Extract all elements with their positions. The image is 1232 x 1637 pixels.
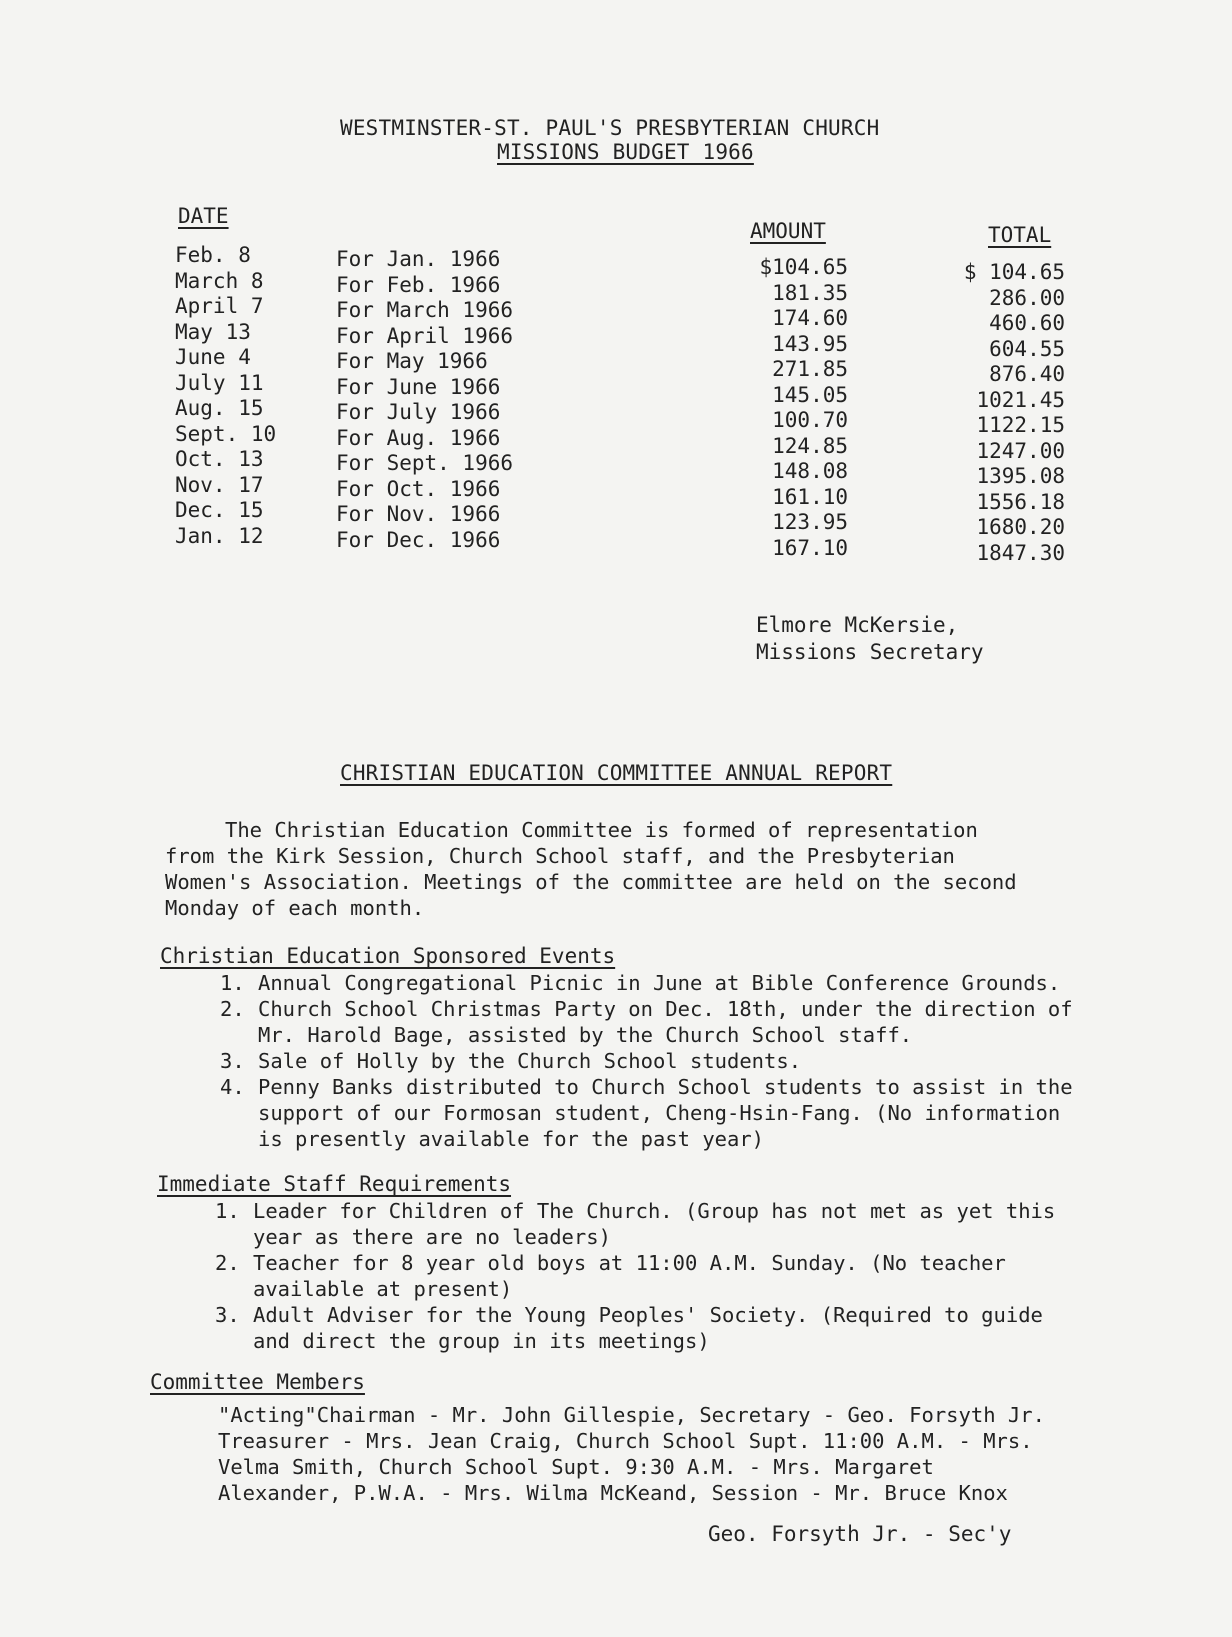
period-cell: For April 1966 <box>336 323 514 348</box>
date-cell: July 11 <box>175 370 264 395</box>
date-column <box>175 243 276 549</box>
list-item: 2. Teacher for 8 year old boys at 11:00 A.M. Sunday. (No teacher available at present) <box>215 1251 1006 1301</box>
date-cell: March 8 <box>175 268 264 293</box>
list-item: 3. Adult Adviser for the Young Peoples' Society. (Required to guide and direct the group in its meetings) <box>215 1303 1043 1353</box>
period-cell: For Oct. 1966 <box>336 476 501 501</box>
amount-cell: $104.65 <box>759 255 848 279</box>
list-item: 3. Sale of Holly by the Church School students. <box>220 1049 802 1073</box>
list-item: 1. Annual Congregational Picnic in June at Bible Conference Grounds. <box>220 971 1061 995</box>
staff-heading: Immediate Staff Requirements <box>157 1172 512 1196</box>
period-cell: For May 1966 <box>336 349 488 373</box>
list-item: 4. Penny Banks distributed to Church School students to assist in the support of our Formosan student, Cheng-Hsin-Fang. (No information is presently available for the past year) <box>220 1075 1073 1151</box>
date-cell: Oct. 13 <box>175 447 264 471</box>
amount-column-header: AMOUNT <box>750 219 826 243</box>
missions-signature <box>756 612 984 666</box>
staff-list <box>215 1198 1075 1354</box>
budget-title: MISSIONS BUDGET 1966 <box>497 140 754 164</box>
list-item: 1. Leader for Children of The Church. (Group has not met as yet this year as there are no leaders) <box>215 1199 1056 1249</box>
events-list <box>220 970 1080 1152</box>
total-cell: 286.00 <box>989 285 1065 310</box>
members-heading: Committee Members <box>150 1370 365 1394</box>
total-cell: $ 104.65 <box>963 260 1065 284</box>
total-cell: 1395.08 <box>976 464 1065 488</box>
period-cell: For Aug. 1966 <box>336 425 501 450</box>
church-title: WESTMINSTER-ST. PAUL'S PRESBYTERIAN CHURCH <box>340 116 880 140</box>
period-cell: For Jan. 1966 <box>336 247 501 271</box>
date-cell: Feb. 8 <box>175 243 251 267</box>
events-heading: Christian Education Sponsored Events <box>160 944 616 968</box>
amount-cell: 161.10 <box>772 484 848 509</box>
date-cell: Nov. 17 <box>175 472 264 497</box>
date-cell: Sept. 10 <box>175 421 277 446</box>
total-cell: 604.55 <box>989 336 1065 361</box>
total-column <box>940 260 1065 566</box>
amount-cell: 124.85 <box>772 433 848 458</box>
period-cell: For July 1966 <box>336 400 501 424</box>
total-cell: 1680.20 <box>976 515 1065 539</box>
signature-name: Elmore McKersie, <box>756 613 959 637</box>
date-cell: May 13 <box>175 319 251 344</box>
date-cell: June 4 <box>175 345 251 369</box>
period-cell: For Dec. 1966 <box>336 527 501 552</box>
total-cell: 876.40 <box>989 362 1065 386</box>
list-item: 2. Church School Christmas Party on Dec. 18th, under the direction of Mr. Harold Bage, assisted by the Church School staff. <box>220 997 1073 1047</box>
amount-cell: 181.35 <box>772 280 848 305</box>
date-cell: April 7 <box>175 294 264 318</box>
total-column-header: TOTAL <box>988 223 1052 247</box>
period-cell: For Nov. 1966 <box>336 502 501 526</box>
amount-cell: 174.60 <box>772 306 848 330</box>
report-title: CHRISTIAN EDUCATION COMMITTEE ANNUAL REPORT <box>340 761 893 785</box>
members-text: "Acting"Chairman - Mr. John Gillespie, Secretary - Geo. Forsyth Jr. Treasurer - Mrs. Jean Craig, Church School Supt. 11:00 A.M. - Mrs. Velma Smith, Church School Supt. 9:30 A.M. - Mrs. Margaret Alexander, P.W.A. - Mrs. Wilma McKeand, Session - Mr. Bruce Knox <box>218 1403 1045 1505</box>
amount-cell: 123.95 <box>772 510 848 534</box>
total-cell: 1556.18 <box>976 489 1065 514</box>
period-cell: For Sept. 1966 <box>336 451 514 475</box>
total-cell: 1122.15 <box>976 413 1065 437</box>
report-intro: The Christian Education Committee is formed of representation from the Kirk Session, Church School staff, and the Presbyterian Women's Association. Meetings of the committee are held on the second Monday of each month. <box>165 818 1017 920</box>
signature-title: Missions Secretary <box>756 640 984 664</box>
period-column <box>336 247 513 553</box>
total-cell: 1247.00 <box>976 438 1065 463</box>
amount-cell: 145.05 <box>772 382 848 407</box>
amount-column <box>738 255 848 561</box>
total-cell: 1021.45 <box>976 387 1065 412</box>
amount-cell: 143.95 <box>772 331 848 356</box>
period-cell: For March 1966 <box>336 298 514 322</box>
report-signature: Geo. Forsyth Jr. - Sec'y <box>708 1522 1012 1546</box>
amount-cell: 100.70 <box>772 408 848 432</box>
date-cell: Dec. 15 <box>175 498 264 522</box>
date-cell: Aug. 15 <box>175 396 264 420</box>
amount-cell: 271.85 <box>772 357 848 381</box>
total-cell: 1847.30 <box>976 540 1065 565</box>
total-cell: 460.60 <box>989 311 1065 335</box>
period-cell: For June 1966 <box>336 374 501 399</box>
date-cell: Jan. 12 <box>175 523 264 548</box>
period-cell: For Feb. 1966 <box>336 272 501 297</box>
date-column-header: DATE <box>178 204 229 228</box>
amount-cell: 148.08 <box>772 459 848 483</box>
amount-cell: 167.10 <box>772 535 848 560</box>
